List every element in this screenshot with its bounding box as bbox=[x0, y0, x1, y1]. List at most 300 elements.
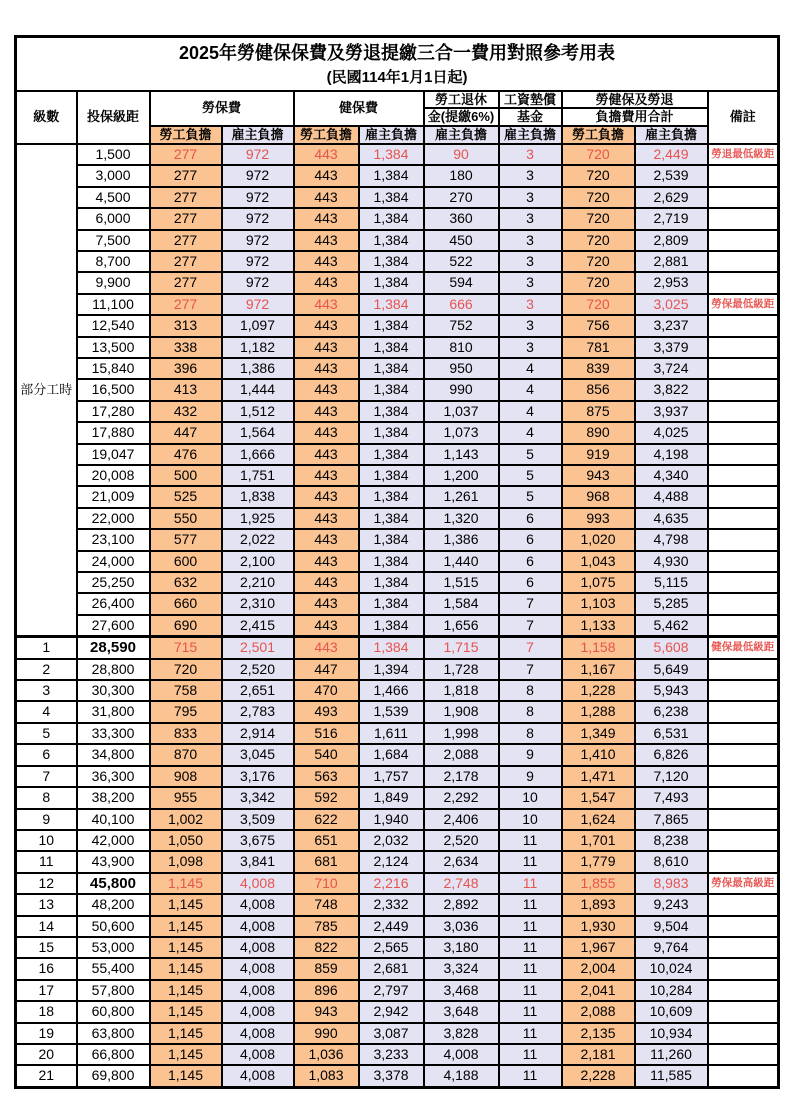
total-employer-cell: 9,504 bbox=[635, 916, 708, 937]
health-ins-employer-cell: 1,384 bbox=[359, 251, 424, 272]
labor-ins-employee-cell: 908 bbox=[150, 766, 222, 787]
health-ins-employer-cell: 3,233 bbox=[359, 1044, 424, 1065]
table-row bbox=[16, 851, 779, 872]
labor-ins-employer-cell: 4,008 bbox=[222, 937, 294, 958]
total-employer-cell: 2,953 bbox=[635, 272, 708, 293]
level-cell: 20 bbox=[16, 1044, 77, 1065]
header-row-1 bbox=[16, 91, 779, 109]
total-employee-cell: 1,547 bbox=[562, 787, 635, 808]
total-employee-cell: 720 bbox=[562, 294, 635, 315]
total-employee-cell: 1,349 bbox=[562, 723, 635, 744]
health-ins-employer-cell: 1,384 bbox=[359, 551, 424, 572]
total-employer-cell: 8,610 bbox=[635, 851, 708, 872]
health-ins-employer-cell: 1,384 bbox=[359, 444, 424, 465]
health-ins-employee-cell: 990 bbox=[294, 1023, 359, 1044]
labor-ins-employer-cell: 3,176 bbox=[222, 766, 294, 787]
wage-fund-employer-cell: 9 bbox=[499, 744, 562, 765]
remark-cell bbox=[708, 422, 779, 443]
wage-fund-employer-cell: 5 bbox=[499, 444, 562, 465]
col-header-pension-line2: 金(提繳6%) bbox=[424, 108, 499, 126]
wage-fund-employer-cell: 11 bbox=[499, 916, 562, 937]
health-ins-employer-cell: 1,384 bbox=[359, 593, 424, 614]
wage-fund-employer-cell: 3 bbox=[499, 337, 562, 358]
remark-cell bbox=[708, 894, 779, 915]
health-ins-employee-cell: 443 bbox=[294, 593, 359, 614]
pension-employer-cell: 3,828 bbox=[424, 1023, 499, 1044]
pension-employer-cell: 594 bbox=[424, 272, 499, 293]
wage-fund-employer-cell: 11 bbox=[499, 851, 562, 872]
labor-ins-employer-cell: 4,008 bbox=[222, 980, 294, 1001]
subheader-labor-employer: 雇主負擔 bbox=[222, 126, 294, 144]
health-ins-employer-cell: 1,849 bbox=[359, 787, 424, 808]
wage-fund-employer-cell: 11 bbox=[499, 894, 562, 915]
bracket-cell: 13,500 bbox=[77, 337, 150, 358]
health-ins-employee-cell: 748 bbox=[294, 894, 359, 915]
table-row bbox=[16, 873, 779, 894]
pension-employer-cell: 1,037 bbox=[424, 401, 499, 422]
bracket-cell: 45,800 bbox=[77, 873, 150, 894]
remark-cell bbox=[708, 723, 779, 744]
bracket-cell: 38,200 bbox=[77, 787, 150, 808]
table-row bbox=[16, 894, 779, 915]
labor-ins-employee-cell: 1,145 bbox=[150, 916, 222, 937]
col-header-bracket: 投保級距 bbox=[77, 91, 150, 144]
total-employer-cell: 4,488 bbox=[635, 486, 708, 507]
health-ins-employee-cell: 443 bbox=[294, 272, 359, 293]
labor-ins-employer-cell: 4,008 bbox=[222, 958, 294, 979]
labor-ins-employer-cell: 1,666 bbox=[222, 444, 294, 465]
level-cell: 4 bbox=[16, 701, 77, 722]
pension-employer-cell: 2,892 bbox=[424, 894, 499, 915]
bracket-cell: 20,008 bbox=[77, 465, 150, 486]
pension-employer-cell: 950 bbox=[424, 358, 499, 379]
bracket-cell: 4,500 bbox=[77, 187, 150, 208]
part-time-merged-cell: 部分工時 bbox=[16, 144, 77, 637]
total-employer-cell: 6,531 bbox=[635, 723, 708, 744]
labor-ins-employer-cell: 972 bbox=[222, 272, 294, 293]
level-cell: 12 bbox=[16, 873, 77, 894]
wage-fund-employer-cell: 10 bbox=[499, 809, 562, 830]
health-ins-employee-cell: 443 bbox=[294, 529, 359, 550]
pension-employer-cell: 1,320 bbox=[424, 508, 499, 529]
labor-ins-employer-cell: 2,310 bbox=[222, 593, 294, 614]
wage-fund-employer-cell: 3 bbox=[499, 272, 562, 293]
total-employer-cell: 3,937 bbox=[635, 401, 708, 422]
pension-employer-cell: 2,520 bbox=[424, 830, 499, 851]
page-subtitle: (民國114年1月1日起) bbox=[326, 68, 468, 86]
labor-ins-employee-cell: 277 bbox=[150, 165, 222, 186]
health-ins-employee-cell: 1,036 bbox=[294, 1044, 359, 1065]
bracket-cell: 42,000 bbox=[77, 830, 150, 851]
level-cell: 13 bbox=[16, 894, 77, 915]
bracket-cell: 28,800 bbox=[77, 659, 150, 680]
labor-ins-employee-cell: 1,145 bbox=[150, 1044, 222, 1065]
table-row bbox=[16, 379, 779, 400]
health-ins-employee-cell: 651 bbox=[294, 830, 359, 851]
total-employee-cell: 875 bbox=[562, 401, 635, 422]
bracket-cell: 66,800 bbox=[77, 1044, 150, 1065]
table-row bbox=[16, 809, 779, 830]
remark-cell: 勞保最高級距 bbox=[708, 873, 779, 894]
health-ins-employer-cell: 2,449 bbox=[359, 916, 424, 937]
bracket-cell: 3,000 bbox=[77, 165, 150, 186]
health-ins-employee-cell: 443 bbox=[294, 551, 359, 572]
labor-ins-employer-cell: 4,008 bbox=[222, 1044, 294, 1065]
health-ins-employer-cell: 1,757 bbox=[359, 766, 424, 787]
labor-ins-employer-cell: 1,182 bbox=[222, 337, 294, 358]
bracket-cell: 31,800 bbox=[77, 701, 150, 722]
labor-ins-employer-cell: 972 bbox=[222, 294, 294, 315]
remark-cell bbox=[708, 187, 779, 208]
table-row bbox=[16, 272, 779, 293]
wage-fund-employer-cell: 4 bbox=[499, 401, 562, 422]
remark-cell: 健保最低級距 bbox=[708, 637, 779, 659]
col-header-labor-insurance: 勞保費 bbox=[150, 91, 294, 126]
pension-employer-cell: 3,648 bbox=[424, 1001, 499, 1022]
total-employer-cell: 10,934 bbox=[635, 1023, 708, 1044]
labor-ins-employee-cell: 277 bbox=[150, 294, 222, 315]
total-employer-cell: 10,024 bbox=[635, 958, 708, 979]
wage-fund-employer-cell: 8 bbox=[499, 701, 562, 722]
total-employer-cell: 5,943 bbox=[635, 680, 708, 701]
labor-ins-employee-cell: 550 bbox=[150, 508, 222, 529]
pension-employer-cell: 1,143 bbox=[424, 444, 499, 465]
table-row bbox=[16, 787, 779, 808]
remark-cell bbox=[708, 615, 779, 637]
wage-fund-employer-cell: 4 bbox=[499, 422, 562, 443]
table-row bbox=[16, 572, 779, 593]
total-employer-cell: 8,238 bbox=[635, 830, 708, 851]
health-ins-employee-cell: 443 bbox=[294, 187, 359, 208]
total-employer-cell: 4,798 bbox=[635, 529, 708, 550]
health-ins-employer-cell: 3,087 bbox=[359, 1023, 424, 1044]
health-ins-employer-cell: 2,797 bbox=[359, 980, 424, 1001]
labor-ins-employee-cell: 1,145 bbox=[150, 1023, 222, 1044]
pension-employer-cell: 180 bbox=[424, 165, 499, 186]
premium-reference-table bbox=[14, 35, 780, 1089]
total-employee-cell: 1,410 bbox=[562, 744, 635, 765]
bracket-cell: 34,800 bbox=[77, 744, 150, 765]
total-employee-cell: 1,167 bbox=[562, 659, 635, 680]
level-cell: 15 bbox=[16, 937, 77, 958]
remark-cell bbox=[708, 272, 779, 293]
health-ins-employer-cell: 1,384 bbox=[359, 272, 424, 293]
total-employer-cell: 10,284 bbox=[635, 980, 708, 1001]
health-ins-employee-cell: 710 bbox=[294, 873, 359, 894]
subheader-labor-employee: 勞工負擔 bbox=[150, 126, 222, 144]
health-ins-employee-cell: 540 bbox=[294, 744, 359, 765]
pension-employer-cell: 450 bbox=[424, 230, 499, 251]
pension-employer-cell: 3,324 bbox=[424, 958, 499, 979]
pension-employer-cell: 270 bbox=[424, 187, 499, 208]
pension-employer-cell: 4,188 bbox=[424, 1065, 499, 1087]
total-employee-cell: 1,158 bbox=[562, 637, 635, 659]
col-header-total-line2: 負擔費用合計 bbox=[562, 108, 708, 126]
total-employee-cell: 2,181 bbox=[562, 1044, 635, 1065]
table-row bbox=[16, 937, 779, 958]
table-row bbox=[16, 444, 779, 465]
table-row bbox=[16, 916, 779, 937]
bracket-cell: 24,000 bbox=[77, 551, 150, 572]
total-employer-cell: 5,462 bbox=[635, 615, 708, 637]
health-ins-employer-cell: 2,565 bbox=[359, 937, 424, 958]
pension-employer-cell: 752 bbox=[424, 315, 499, 336]
health-ins-employer-cell: 2,124 bbox=[359, 851, 424, 872]
labor-ins-employer-cell: 3,509 bbox=[222, 809, 294, 830]
health-ins-employer-cell: 2,332 bbox=[359, 894, 424, 915]
table-row bbox=[16, 401, 779, 422]
health-ins-employee-cell: 943 bbox=[294, 1001, 359, 1022]
table-row bbox=[16, 251, 779, 272]
wage-fund-employer-cell: 11 bbox=[499, 937, 562, 958]
remark-cell bbox=[708, 680, 779, 701]
labor-ins-employer-cell: 2,501 bbox=[222, 637, 294, 659]
wage-fund-employer-cell: 10 bbox=[499, 787, 562, 808]
health-ins-employer-cell: 1,384 bbox=[359, 144, 424, 165]
labor-ins-employee-cell: 277 bbox=[150, 272, 222, 293]
level-cell: 5 bbox=[16, 723, 77, 744]
wage-fund-employer-cell: 9 bbox=[499, 766, 562, 787]
health-ins-employer-cell: 1,384 bbox=[359, 294, 424, 315]
table-row bbox=[16, 593, 779, 614]
wage-fund-employer-cell: 3 bbox=[499, 208, 562, 229]
remark-cell bbox=[708, 593, 779, 614]
labor-ins-employee-cell: 313 bbox=[150, 315, 222, 336]
bracket-cell: 19,047 bbox=[77, 444, 150, 465]
health-ins-employee-cell: 443 bbox=[294, 615, 359, 637]
wage-fund-employer-cell: 11 bbox=[499, 958, 562, 979]
labor-ins-employee-cell: 758 bbox=[150, 680, 222, 701]
table-row bbox=[16, 529, 779, 550]
labor-ins-employer-cell: 972 bbox=[222, 144, 294, 165]
health-ins-employer-cell: 1,384 bbox=[359, 572, 424, 593]
wage-fund-employer-cell: 6 bbox=[499, 572, 562, 593]
total-employee-cell: 1,471 bbox=[562, 766, 635, 787]
wage-fund-employer-cell: 5 bbox=[499, 486, 562, 507]
health-ins-employee-cell: 443 bbox=[294, 465, 359, 486]
pension-employer-cell: 1,908 bbox=[424, 701, 499, 722]
health-ins-employee-cell: 896 bbox=[294, 980, 359, 1001]
total-employer-cell: 5,608 bbox=[635, 637, 708, 659]
pension-employer-cell: 1,261 bbox=[424, 486, 499, 507]
table-row bbox=[16, 187, 779, 208]
bracket-cell: 8,700 bbox=[77, 251, 150, 272]
col-header-level: 級數 bbox=[16, 91, 77, 144]
pension-employer-cell: 1,584 bbox=[424, 593, 499, 614]
health-ins-employer-cell: 1,611 bbox=[359, 723, 424, 744]
labor-ins-employer-cell: 1,386 bbox=[222, 358, 294, 379]
labor-ins-employee-cell: 720 bbox=[150, 659, 222, 680]
bracket-cell: 43,900 bbox=[77, 851, 150, 872]
table-row bbox=[16, 486, 779, 507]
total-employer-cell: 10,609 bbox=[635, 1001, 708, 1022]
bracket-cell: 60,800 bbox=[77, 1001, 150, 1022]
labor-ins-employer-cell: 4,008 bbox=[222, 873, 294, 894]
health-ins-employee-cell: 822 bbox=[294, 937, 359, 958]
labor-ins-employee-cell: 396 bbox=[150, 358, 222, 379]
remark-cell bbox=[708, 401, 779, 422]
bracket-cell: 12,540 bbox=[77, 315, 150, 336]
pension-employer-cell: 1,818 bbox=[424, 680, 499, 701]
labor-ins-employer-cell: 3,342 bbox=[222, 787, 294, 808]
total-employer-cell: 2,881 bbox=[635, 251, 708, 272]
total-employee-cell: 943 bbox=[562, 465, 635, 486]
wage-fund-employer-cell: 11 bbox=[499, 1001, 562, 1022]
table-row bbox=[16, 766, 779, 787]
labor-ins-employee-cell: 277 bbox=[150, 230, 222, 251]
remark-cell bbox=[708, 251, 779, 272]
health-ins-employee-cell: 443 bbox=[294, 444, 359, 465]
total-employee-cell: 2,135 bbox=[562, 1023, 635, 1044]
remark-cell bbox=[708, 916, 779, 937]
level-cell: 6 bbox=[16, 744, 77, 765]
remark-cell bbox=[708, 1023, 779, 1044]
labor-ins-employee-cell: 577 bbox=[150, 529, 222, 550]
pension-employer-cell: 990 bbox=[424, 379, 499, 400]
wage-fund-employer-cell: 4 bbox=[499, 358, 562, 379]
wage-fund-employer-cell: 7 bbox=[499, 637, 562, 659]
labor-ins-employer-cell: 3,675 bbox=[222, 830, 294, 851]
wage-fund-employer-cell: 11 bbox=[499, 1023, 562, 1044]
wage-fund-employer-cell: 7 bbox=[499, 659, 562, 680]
table-row bbox=[16, 659, 779, 680]
wage-fund-employer-cell: 11 bbox=[499, 1044, 562, 1065]
pension-employer-cell: 2,088 bbox=[424, 744, 499, 765]
health-ins-employee-cell: 443 bbox=[294, 401, 359, 422]
labor-ins-employer-cell: 972 bbox=[222, 251, 294, 272]
pension-employer-cell: 3,036 bbox=[424, 916, 499, 937]
health-ins-employer-cell: 1,384 bbox=[359, 637, 424, 659]
wage-fund-employer-cell: 6 bbox=[499, 508, 562, 529]
pension-employer-cell: 2,406 bbox=[424, 809, 499, 830]
wage-fund-employer-cell: 11 bbox=[499, 1065, 562, 1087]
bracket-cell: 7,500 bbox=[77, 230, 150, 251]
labor-ins-employer-cell: 4,008 bbox=[222, 916, 294, 937]
health-ins-employer-cell: 1,384 bbox=[359, 508, 424, 529]
wage-fund-employer-cell: 11 bbox=[499, 830, 562, 851]
labor-ins-employer-cell: 4,008 bbox=[222, 894, 294, 915]
remark-cell bbox=[708, 230, 779, 251]
total-employer-cell: 4,635 bbox=[635, 508, 708, 529]
remark-cell bbox=[708, 1001, 779, 1022]
table-body bbox=[16, 144, 779, 1087]
pension-employer-cell: 1,515 bbox=[424, 572, 499, 593]
total-employee-cell: 720 bbox=[562, 208, 635, 229]
labor-ins-employer-cell: 1,925 bbox=[222, 508, 294, 529]
col-header-health-insurance: 健保費 bbox=[294, 91, 424, 126]
labor-ins-employer-cell: 2,520 bbox=[222, 659, 294, 680]
bracket-cell: 17,280 bbox=[77, 401, 150, 422]
bracket-cell: 63,800 bbox=[77, 1023, 150, 1044]
total-employer-cell: 7,865 bbox=[635, 809, 708, 830]
labor-ins-employee-cell: 632 bbox=[150, 572, 222, 593]
wage-fund-employer-cell: 7 bbox=[499, 593, 562, 614]
total-employee-cell: 1,967 bbox=[562, 937, 635, 958]
page-title: 2025年勞健保保費及勞退提繳三合一費用對照參考用表 bbox=[179, 42, 616, 63]
table-row bbox=[16, 723, 779, 744]
bracket-cell: 27,600 bbox=[77, 615, 150, 637]
remark-cell bbox=[708, 958, 779, 979]
labor-ins-employee-cell: 955 bbox=[150, 787, 222, 808]
total-employee-cell: 1,893 bbox=[562, 894, 635, 915]
table-row bbox=[16, 315, 779, 336]
total-employee-cell: 1,043 bbox=[562, 551, 635, 572]
health-ins-employee-cell: 447 bbox=[294, 659, 359, 680]
remark-cell bbox=[708, 744, 779, 765]
level-cell: 9 bbox=[16, 809, 77, 830]
wage-fund-employer-cell: 5 bbox=[499, 465, 562, 486]
labor-ins-employer-cell: 4,008 bbox=[222, 1023, 294, 1044]
total-employer-cell: 3,379 bbox=[635, 337, 708, 358]
total-employer-cell: 5,649 bbox=[635, 659, 708, 680]
total-employer-cell: 4,025 bbox=[635, 422, 708, 443]
bracket-cell: 69,800 bbox=[77, 1065, 150, 1087]
health-ins-employer-cell: 1,384 bbox=[359, 315, 424, 336]
health-ins-employee-cell: 622 bbox=[294, 809, 359, 830]
total-employee-cell: 1,133 bbox=[562, 615, 635, 637]
subheader-total-employee: 勞工負擔 bbox=[562, 126, 635, 144]
health-ins-employer-cell: 1,384 bbox=[359, 187, 424, 208]
total-employee-cell: 968 bbox=[562, 486, 635, 507]
remark-cell bbox=[708, 444, 779, 465]
table-row bbox=[16, 701, 779, 722]
col-header-wage-fund-line2: 基金 bbox=[499, 108, 562, 126]
subheader-total-employer: 雇主負擔 bbox=[635, 126, 708, 144]
labor-ins-employee-cell: 1,002 bbox=[150, 809, 222, 830]
health-ins-employer-cell: 1,384 bbox=[359, 615, 424, 637]
health-ins-employee-cell: 443 bbox=[294, 637, 359, 659]
health-ins-employee-cell: 443 bbox=[294, 294, 359, 315]
total-employee-cell: 839 bbox=[562, 358, 635, 379]
remark-cell bbox=[708, 465, 779, 486]
table-row bbox=[16, 208, 779, 229]
bracket-cell: 30,300 bbox=[77, 680, 150, 701]
labor-ins-employer-cell: 4,008 bbox=[222, 1065, 294, 1087]
labor-ins-employer-cell: 1,097 bbox=[222, 315, 294, 336]
table-row bbox=[16, 144, 779, 165]
bracket-cell: 25,250 bbox=[77, 572, 150, 593]
remark-cell bbox=[708, 659, 779, 680]
bracket-cell: 53,000 bbox=[77, 937, 150, 958]
total-employee-cell: 2,088 bbox=[562, 1001, 635, 1022]
total-employer-cell: 7,493 bbox=[635, 787, 708, 808]
labor-ins-employee-cell: 715 bbox=[150, 637, 222, 659]
labor-ins-employer-cell: 1,444 bbox=[222, 379, 294, 400]
labor-ins-employer-cell: 2,100 bbox=[222, 551, 294, 572]
pension-employer-cell: 522 bbox=[424, 251, 499, 272]
level-cell: 7 bbox=[16, 766, 77, 787]
labor-ins-employee-cell: 277 bbox=[150, 208, 222, 229]
health-ins-employer-cell: 1,940 bbox=[359, 809, 424, 830]
bracket-cell: 23,100 bbox=[77, 529, 150, 550]
labor-ins-employee-cell: 1,145 bbox=[150, 1065, 222, 1087]
health-ins-employer-cell: 2,032 bbox=[359, 830, 424, 851]
subheader-fund-employer: 雇主負擔 bbox=[499, 126, 562, 144]
health-ins-employee-cell: 563 bbox=[294, 766, 359, 787]
health-ins-employee-cell: 516 bbox=[294, 723, 359, 744]
health-ins-employee-cell: 443 bbox=[294, 230, 359, 251]
bracket-cell: 1,500 bbox=[77, 144, 150, 165]
health-ins-employee-cell: 443 bbox=[294, 251, 359, 272]
pension-employer-cell: 1,440 bbox=[424, 551, 499, 572]
health-ins-employer-cell: 1,394 bbox=[359, 659, 424, 680]
labor-ins-employee-cell: 600 bbox=[150, 551, 222, 572]
table-row bbox=[16, 830, 779, 851]
labor-ins-employer-cell: 972 bbox=[222, 208, 294, 229]
wage-fund-employer-cell: 11 bbox=[499, 980, 562, 1001]
total-employer-cell: 2,539 bbox=[635, 165, 708, 186]
health-ins-employee-cell: 443 bbox=[294, 358, 359, 379]
